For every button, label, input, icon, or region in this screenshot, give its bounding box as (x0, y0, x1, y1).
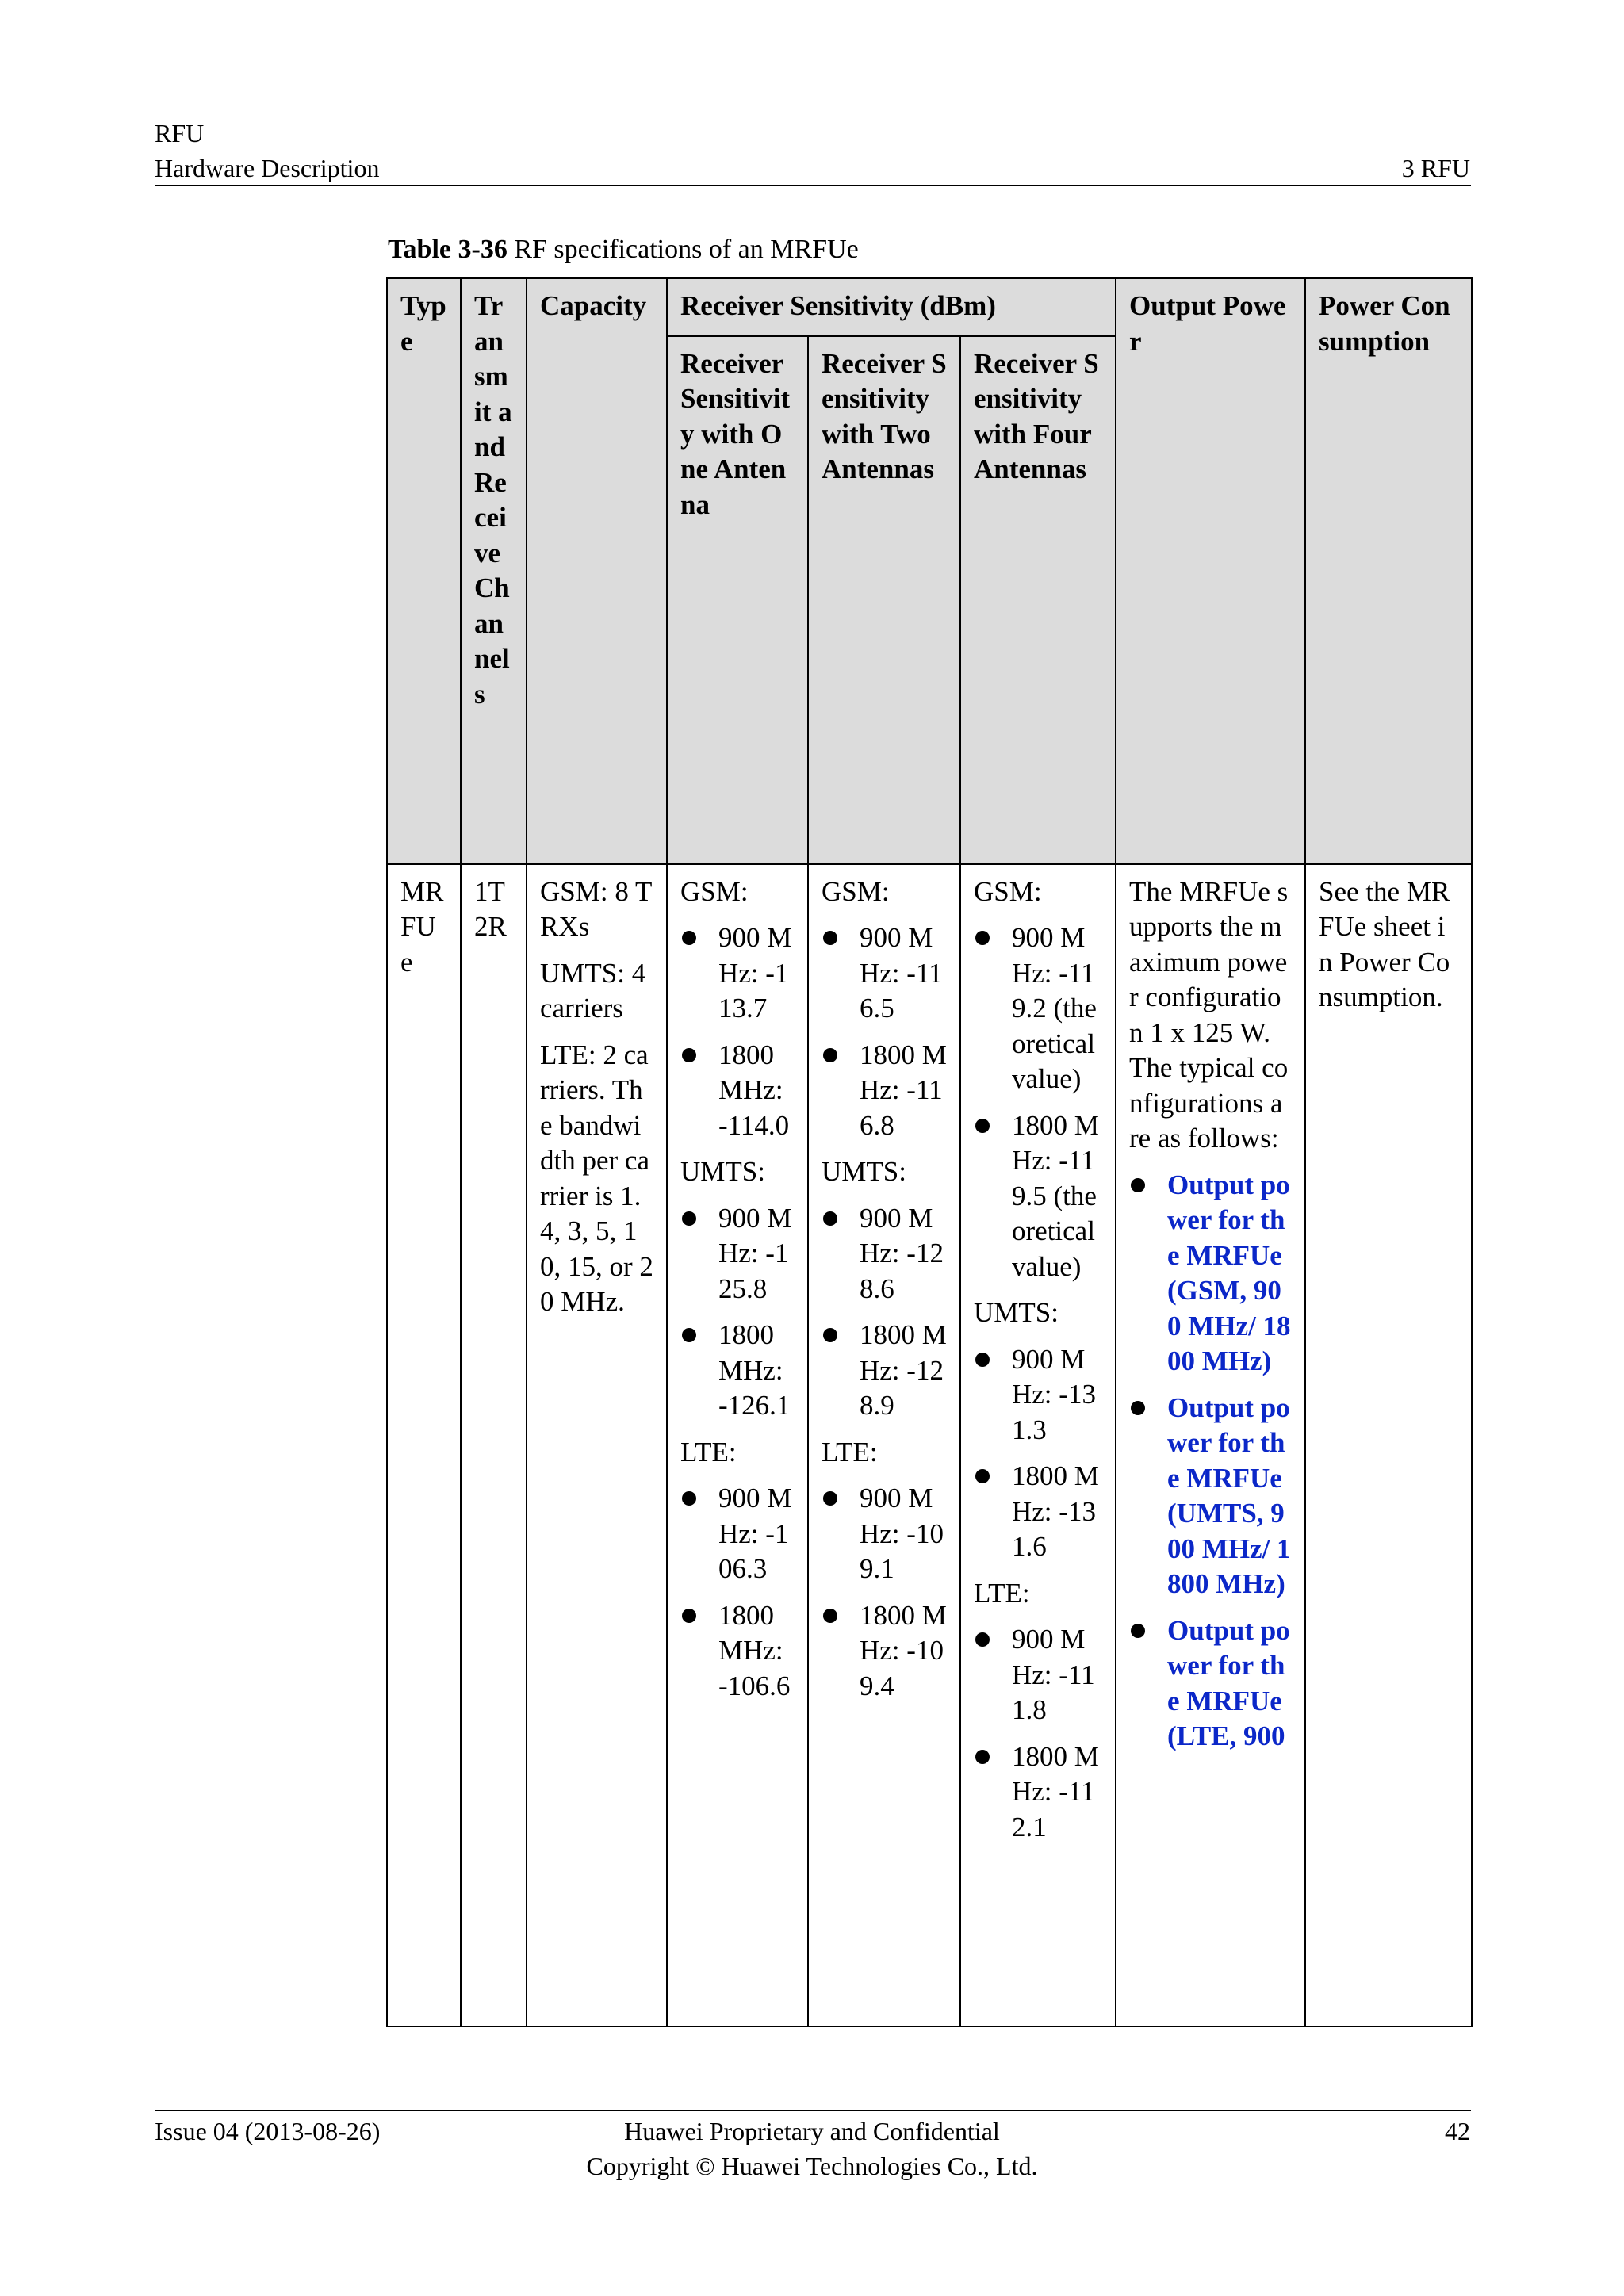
cell-capacity (527, 864, 667, 2026)
link-output-power-umts[interactable]: Output power for the MRFUe (UMTS, 900 MHz/ 1800 MHz) (1167, 1391, 1291, 1599)
bullet-icon (1131, 1401, 1145, 1415)
list-item (1129, 1168, 1292, 1380)
bullet-icon (823, 1491, 837, 1506)
bullet-icon (682, 1048, 696, 1062)
bullet-icon (823, 1048, 837, 1062)
rx-two-umts-list (822, 1201, 947, 1424)
list-item (1129, 1613, 1292, 1755)
list-item: 900 MHz: -106.3 (680, 1481, 795, 1587)
rx-one-gsm-label: GSM: (680, 875, 749, 907)
header-type: Type (387, 278, 461, 864)
bullet-icon (682, 1328, 696, 1342)
header-doc-title: Hardware Description (155, 154, 380, 182)
table-row (387, 864, 1472, 2026)
list-item: 900 MHz: -109.1 (822, 1481, 947, 1587)
bullet-icon (682, 1491, 696, 1506)
list-item: 900 MHz: -128.6 (822, 1201, 947, 1307)
footer-copyright: Copyright © Huawei Technologies Co., Ltd. (586, 2152, 1038, 2180)
list-item: 1800 MHz: -126.1 (680, 1318, 795, 1424)
table-caption-label: Table 3-36 (388, 235, 508, 264)
bullet-icon (823, 1609, 837, 1623)
list-item: 900 MHz: -125.8 (680, 1201, 795, 1307)
header-rule (155, 185, 1471, 186)
rx-two-gsm-label: GSM: (822, 875, 890, 907)
cell-rx-four-antennas (960, 864, 1116, 2026)
list-item: 1800 MHz: -112.1 (974, 1739, 1102, 1846)
rf-spec-table (386, 277, 1473, 2027)
list-item: 900 MHz: -131.3 (974, 1342, 1102, 1448)
cell-type: MRFUe (387, 864, 461, 2026)
list-item: 1800 MHz: -116.8 (822, 1038, 947, 1144)
list-item: 900 MHz: -113.7 (680, 920, 795, 1027)
header-rx-four-antennas: Receiver Sensitivity with Four Antennas (960, 336, 1116, 864)
bullet-icon (975, 1632, 990, 1647)
header-product: RFU (155, 119, 205, 147)
header-rx-one-antenna: Receiver Sensitivity with One Antenna (667, 336, 808, 864)
cell-channels: 1T2R (461, 864, 527, 2026)
footer-confidentiality: Huawei Proprietary and Confidential (624, 2117, 1000, 2145)
list-item: 1800 MHz: -128.9 (822, 1318, 947, 1424)
bullet-icon (682, 931, 696, 945)
rx-two-lte-label: LTE: (822, 1436, 878, 1468)
bullet-icon (823, 1211, 837, 1226)
cell-rx-two-antennas (808, 864, 960, 2026)
bullet-icon (975, 1750, 990, 1764)
bullet-icon (975, 931, 990, 945)
bullet-icon (823, 931, 837, 945)
link-output-power-gsm[interactable]: Output power for the MRFUe (GSM, 900 MHz/ 1800 MHz) (1167, 1169, 1291, 1376)
footer-page-number: 42 (1445, 2117, 1470, 2145)
list-item: 1800 MHz: -114.0 (680, 1038, 795, 1144)
bullet-icon (975, 1119, 990, 1133)
rx-four-gsm-list (974, 920, 1102, 1284)
table-caption-text: RF specifications of an MRFUe (514, 235, 859, 264)
capacity-gsm: GSM: 8 TRXs (540, 875, 653, 942)
bullet-icon (682, 1609, 696, 1623)
bullet-icon (1131, 1178, 1145, 1192)
list-item: 1800 MHz: -106.6 (680, 1598, 795, 1705)
bullet-icon (682, 1211, 696, 1226)
table-caption (388, 232, 859, 267)
header-rx-two-antennas: Receiver Sensitivity with Two Antennas (808, 336, 960, 864)
rx-four-umts-list (974, 1342, 1102, 1565)
output-power-links (1129, 1168, 1292, 1755)
bullet-icon (975, 1353, 990, 1367)
header-channels: Transmit and Receive Channels (461, 278, 527, 864)
capacity-umts: UMTS: 4 carriers (540, 957, 646, 1024)
list-item: 900 MHz: -119.2 (theoretical value) (974, 920, 1102, 1097)
list-item: 900 MHz: -116.5 (822, 920, 947, 1027)
rx-one-lte-list (680, 1481, 795, 1704)
rx-two-gsm-list (822, 920, 947, 1143)
bullet-icon (823, 1328, 837, 1342)
rx-one-lte-label: LTE: (680, 1436, 737, 1468)
rx-two-umts-label: UMTS: (822, 1156, 906, 1187)
cell-rx-one-antenna (667, 864, 808, 2026)
list-item: 1800 MHz: -119.5 (theoretical value) (974, 1108, 1102, 1285)
cell-power-consumption: See the MRFUe sheet in Power Consumption. (1305, 864, 1472, 2026)
header-chapter: 3 RFU (1401, 154, 1470, 182)
bullet-icon (1131, 1624, 1145, 1638)
rx-four-umts-label: UMTS: (974, 1297, 1059, 1328)
list-item: 1800 MHz: -109.4 (822, 1598, 947, 1705)
footer-issue: Issue 04 (2013-08-26) (155, 2117, 381, 2145)
rx-four-lte-list (974, 1622, 1102, 1845)
header-power-consumption: Power Consumption (1305, 278, 1472, 864)
rx-four-gsm-label: GSM: (974, 875, 1042, 907)
rx-one-gsm-list (680, 920, 795, 1143)
list-item: 1800 MHz: -131.6 (974, 1459, 1102, 1565)
list-item (1129, 1391, 1292, 1602)
list-item: 900 MHz: -111.8 (974, 1622, 1102, 1728)
footer-rule (155, 2110, 1471, 2111)
rx-four-lte-label: LTE: (974, 1577, 1030, 1609)
header-capacity: Capacity (527, 278, 667, 864)
link-output-power-lte[interactable]: Output power for the MRFUe (LTE, 900 (1167, 1614, 1290, 1751)
output-power-intro: The MRFUe supports the maximum power configuration 1 x 125 W. The typical configurations are as follows: (1129, 875, 1289, 1154)
rx-one-umts-label: UMTS: (680, 1156, 765, 1187)
header-receiver-sensitivity: Receiver Sensitivity (dBm) (667, 278, 1116, 336)
rx-two-lte-list (822, 1481, 947, 1704)
capacity-lte: LTE: 2 carriers. The bandwidth per carrier is 1.4, 3, 5, 10, 15, or 20 MHz. (540, 1039, 653, 1317)
header-output-power: Output Power (1116, 278, 1305, 864)
rx-one-umts-list (680, 1201, 795, 1424)
bullet-icon (975, 1469, 990, 1483)
table-header-row (387, 278, 1472, 336)
cell-output-power (1116, 864, 1305, 2026)
